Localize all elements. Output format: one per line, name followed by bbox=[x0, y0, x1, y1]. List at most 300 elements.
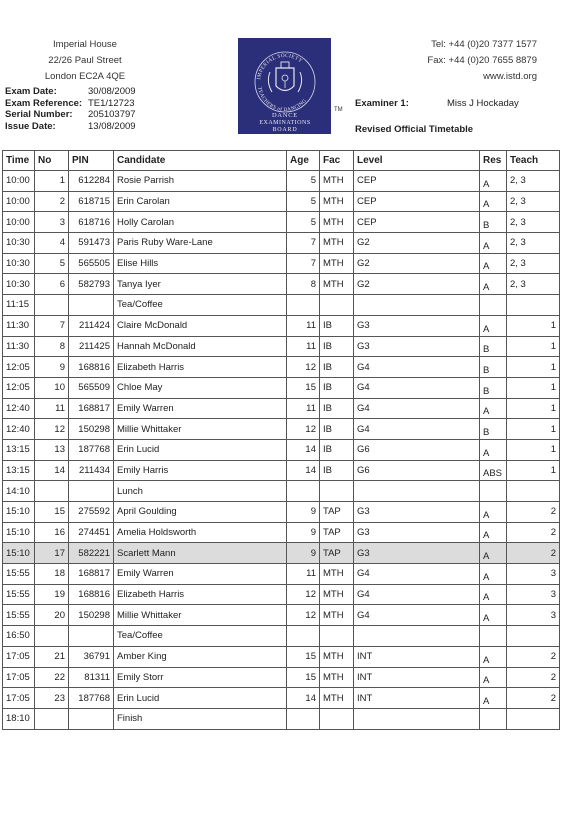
cell-fac: MTH bbox=[320, 688, 354, 709]
cell-time: 11:30 bbox=[3, 315, 35, 336]
cell-res: A bbox=[480, 605, 507, 626]
cell-candidate: Emily Harris bbox=[114, 460, 287, 481]
cell-no: 18 bbox=[35, 564, 69, 585]
cell-level: G6 bbox=[354, 439, 480, 460]
cell-no: 21 bbox=[35, 646, 69, 667]
logo-word-examinations: EXAMINATIONS bbox=[259, 120, 311, 126]
cell-res: B bbox=[480, 336, 507, 357]
cell-time: 15:55 bbox=[3, 584, 35, 605]
cell-pin: 211425 bbox=[69, 336, 114, 357]
meta-label: Issue Date: bbox=[5, 120, 56, 132]
cell-candidate: Chloe May bbox=[114, 377, 287, 398]
table-row bbox=[3, 626, 560, 647]
cell-candidate: Elizabeth Harris bbox=[114, 584, 287, 605]
table-row bbox=[3, 646, 560, 667]
cell-teach: 2, 3 bbox=[507, 212, 560, 233]
cell-time: 12:40 bbox=[3, 398, 35, 419]
cell-res: A bbox=[480, 667, 507, 688]
cell-time: 15:10 bbox=[3, 543, 35, 564]
cell-fac: IB bbox=[320, 357, 354, 378]
cell-candidate: Emily Warren bbox=[114, 398, 287, 419]
cell-level bbox=[354, 626, 480, 647]
cell-time: 11:30 bbox=[3, 336, 35, 357]
cell-level: CEP bbox=[354, 171, 480, 192]
cell-teach: 2, 3 bbox=[507, 171, 560, 192]
cell-level bbox=[354, 295, 480, 316]
cell-level: G4 bbox=[354, 398, 480, 419]
cell-no bbox=[35, 626, 69, 647]
cell-fac: MTH bbox=[320, 646, 354, 667]
cell-teach: 1 bbox=[507, 336, 560, 357]
cell-level: INT bbox=[354, 667, 480, 688]
cell-age: 15 bbox=[287, 646, 320, 667]
cell-level: G2 bbox=[354, 233, 480, 254]
cell-candidate: Finish bbox=[114, 708, 287, 729]
cell-time: 10:30 bbox=[3, 233, 35, 254]
cell-pin: 565505 bbox=[69, 253, 114, 274]
cell-teach bbox=[507, 626, 560, 647]
logo-word-board: BOARD bbox=[272, 127, 298, 133]
cell-res bbox=[480, 481, 507, 502]
cell-no: 15 bbox=[35, 502, 69, 523]
col-header-no: No bbox=[35, 151, 69, 171]
cell-pin: 36791 bbox=[69, 646, 114, 667]
cell-fac: IB bbox=[320, 315, 354, 336]
cell-pin: 582221 bbox=[69, 543, 114, 564]
cell-no: 4 bbox=[35, 233, 69, 254]
cell-level: G2 bbox=[354, 253, 480, 274]
cell-age bbox=[287, 626, 320, 647]
crest-icon bbox=[238, 38, 331, 134]
cell-teach bbox=[507, 295, 560, 316]
cell-candidate: Lunch bbox=[114, 481, 287, 502]
cell-pin: 168816 bbox=[69, 584, 114, 605]
timetable bbox=[2, 150, 560, 730]
cell-age: 11 bbox=[287, 315, 320, 336]
cell-time: 10:00 bbox=[3, 212, 35, 233]
contact-block bbox=[427, 37, 537, 85]
meta-value: 205103797 bbox=[88, 109, 136, 120]
cell-no: 3 bbox=[35, 212, 69, 233]
cell-pin: 168816 bbox=[69, 357, 114, 378]
cell-level: CEP bbox=[354, 212, 480, 233]
cell-time: 10:00 bbox=[3, 191, 35, 212]
cell-time: 18:10 bbox=[3, 708, 35, 729]
cell-pin: 274451 bbox=[69, 522, 114, 543]
cell-no: 13 bbox=[35, 439, 69, 460]
cell-pin bbox=[69, 481, 114, 502]
cell-level: G3 bbox=[354, 315, 480, 336]
table-row bbox=[3, 315, 560, 336]
table-row bbox=[3, 274, 560, 295]
cell-pin: 187768 bbox=[69, 688, 114, 709]
table-row bbox=[3, 708, 560, 729]
logo-text-bottom: TEACHERS of DANCING bbox=[256, 86, 308, 114]
cell-res bbox=[480, 295, 507, 316]
cell-res: A bbox=[480, 274, 507, 295]
cell-fac: MTH bbox=[320, 233, 354, 254]
table-row bbox=[3, 253, 560, 274]
cell-no: 7 bbox=[35, 315, 69, 336]
cell-level bbox=[354, 708, 480, 729]
cell-fac: MTH bbox=[320, 171, 354, 192]
cell-pin: 591473 bbox=[69, 233, 114, 254]
cell-teach: 2 bbox=[507, 646, 560, 667]
cell-fac bbox=[320, 481, 354, 502]
timetable-body bbox=[3, 171, 560, 730]
table-row bbox=[3, 419, 560, 440]
cell-teach: 3 bbox=[507, 605, 560, 626]
cell-age: 14 bbox=[287, 439, 320, 460]
cell-time: 12:40 bbox=[3, 419, 35, 440]
cell-res: A bbox=[480, 584, 507, 605]
cell-age: 5 bbox=[287, 171, 320, 192]
cell-pin: 612284 bbox=[69, 171, 114, 192]
table-row bbox=[3, 543, 560, 564]
cell-age bbox=[287, 708, 320, 729]
cell-age: 11 bbox=[287, 336, 320, 357]
meta-value: TE1/12723 bbox=[88, 97, 135, 109]
cell-candidate: Amber King bbox=[114, 646, 287, 667]
cell-time: 17:05 bbox=[3, 667, 35, 688]
cell-age: 8 bbox=[287, 274, 320, 295]
phone-line: Tel: +44 (0)20 7377 1577 bbox=[431, 39, 537, 50]
cell-pin: 168817 bbox=[69, 398, 114, 419]
table-row bbox=[3, 336, 560, 357]
cell-pin bbox=[69, 626, 114, 647]
cell-age: 15 bbox=[287, 377, 320, 398]
cell-pin bbox=[69, 295, 114, 316]
cell-teach: 1 bbox=[507, 419, 560, 440]
cell-level: CEP bbox=[354, 191, 480, 212]
cell-candidate: Tanya Iyer bbox=[114, 274, 287, 295]
cell-age bbox=[287, 295, 320, 316]
cell-candidate: Erin Lucid bbox=[114, 688, 287, 709]
cell-no: 5 bbox=[35, 253, 69, 274]
cell-candidate: Erin Carolan bbox=[114, 191, 287, 212]
address-block bbox=[32, 37, 138, 85]
col-header-teach: Teach bbox=[507, 151, 560, 171]
meta-value: 13/08/2009 bbox=[88, 120, 136, 132]
table-row bbox=[3, 398, 560, 419]
cell-res: B bbox=[480, 377, 507, 398]
cell-candidate: Millie Whittaker bbox=[114, 605, 287, 626]
cell-teach: 2, 3 bbox=[507, 233, 560, 254]
cell-pin: 81311 bbox=[69, 667, 114, 688]
cell-level: G3 bbox=[354, 522, 480, 543]
table-row bbox=[3, 688, 560, 709]
cell-res: A bbox=[480, 439, 507, 460]
address-line: London EC2A 4QE bbox=[44, 71, 126, 82]
meta-label: Serial Number: bbox=[5, 109, 73, 120]
cell-age: 14 bbox=[287, 460, 320, 481]
cell-no: 16 bbox=[35, 522, 69, 543]
cell-candidate: Millie Whittaker bbox=[114, 419, 287, 440]
cell-res: A bbox=[480, 522, 507, 543]
cell-no: 20 bbox=[35, 605, 69, 626]
cell-level: G3 bbox=[354, 336, 480, 357]
cell-res: B bbox=[480, 357, 507, 378]
cell-time: 14:10 bbox=[3, 481, 35, 502]
cell-res: A bbox=[480, 171, 507, 192]
logo-word-dance: DANCE bbox=[271, 112, 299, 119]
table-row bbox=[3, 212, 560, 233]
cell-age: 5 bbox=[287, 191, 320, 212]
cell-age: 12 bbox=[287, 419, 320, 440]
cell-no: 9 bbox=[35, 357, 69, 378]
cell-pin: 565509 bbox=[69, 377, 114, 398]
cell-age: 7 bbox=[287, 233, 320, 254]
cell-time: 15:55 bbox=[3, 564, 35, 585]
cell-pin: 275592 bbox=[69, 502, 114, 523]
table-row bbox=[3, 191, 560, 212]
cell-fac: MTH bbox=[320, 584, 354, 605]
cell-age: 7 bbox=[287, 253, 320, 274]
cell-level: INT bbox=[354, 646, 480, 667]
cell-time: 10:30 bbox=[3, 274, 35, 295]
cell-candidate: Hannah McDonald bbox=[114, 336, 287, 357]
cell-level: G4 bbox=[354, 377, 480, 398]
table-row bbox=[3, 502, 560, 523]
cell-pin: 618716 bbox=[69, 212, 114, 233]
cell-teach: 3 bbox=[507, 564, 560, 585]
meta-label: Exam Reference: bbox=[5, 97, 83, 109]
table-row bbox=[3, 233, 560, 254]
col-header-time: Time bbox=[3, 151, 35, 171]
cell-teach: 1 bbox=[507, 377, 560, 398]
cell-res bbox=[480, 626, 507, 647]
cell-level: INT bbox=[354, 688, 480, 709]
cell-teach: 1 bbox=[507, 398, 560, 419]
cell-pin: 187768 bbox=[69, 439, 114, 460]
cell-teach: 3 bbox=[507, 584, 560, 605]
cell-time: 16:50 bbox=[3, 626, 35, 647]
col-header-res: Res bbox=[480, 151, 507, 171]
cell-fac: MTH bbox=[320, 605, 354, 626]
cell-teach: 2 bbox=[507, 543, 560, 564]
cell-res: A bbox=[480, 253, 507, 274]
cell-time: 12:05 bbox=[3, 357, 35, 378]
cell-no: 8 bbox=[35, 336, 69, 357]
address-line: Imperial House bbox=[53, 39, 117, 50]
cell-candidate: Tea/Coffee bbox=[114, 295, 287, 316]
cell-no bbox=[35, 295, 69, 316]
cell-teach: 1 bbox=[507, 315, 560, 336]
cell-teach bbox=[507, 481, 560, 502]
cell-fac: IB bbox=[320, 377, 354, 398]
cell-no: 11 bbox=[35, 398, 69, 419]
cell-level: G4 bbox=[354, 605, 480, 626]
cell-res: A bbox=[480, 315, 507, 336]
cell-no bbox=[35, 481, 69, 502]
cell-pin: 618715 bbox=[69, 191, 114, 212]
cell-age: 15 bbox=[287, 667, 320, 688]
cell-fac: IB bbox=[320, 419, 354, 440]
cell-pin: 211434 bbox=[69, 460, 114, 481]
col-header-pin: PIN bbox=[69, 151, 114, 171]
cell-candidate: Amelia Holdsworth bbox=[114, 522, 287, 543]
logo-text-top: IMPERIAL SOCIETY bbox=[256, 52, 304, 81]
table-row bbox=[3, 439, 560, 460]
table-row bbox=[3, 295, 560, 316]
cell-candidate: Paris Ruby Ware-Lane bbox=[114, 233, 287, 254]
cell-fac: TAP bbox=[320, 522, 354, 543]
cell-fac: IB bbox=[320, 336, 354, 357]
cell-fac bbox=[320, 708, 354, 729]
cell-no: 17 bbox=[35, 543, 69, 564]
cell-res bbox=[480, 708, 507, 729]
cell-time: 10:00 bbox=[3, 171, 35, 192]
table-row bbox=[3, 171, 560, 192]
cell-time: 17:05 bbox=[3, 688, 35, 709]
table-header-row bbox=[3, 151, 560, 171]
cell-fac: MTH bbox=[320, 212, 354, 233]
cell-level bbox=[354, 481, 480, 502]
cell-res: B bbox=[480, 419, 507, 440]
cell-fac bbox=[320, 295, 354, 316]
istd-logo bbox=[238, 38, 331, 134]
cell-candidate: Scarlett Mann bbox=[114, 543, 287, 564]
cell-res: A bbox=[480, 191, 507, 212]
cell-res: A bbox=[480, 543, 507, 564]
cell-age: 12 bbox=[287, 357, 320, 378]
col-header-age: Age bbox=[287, 151, 320, 171]
website-line: www.istd.org bbox=[483, 71, 537, 82]
cell-age: 12 bbox=[287, 605, 320, 626]
cell-time: 13:15 bbox=[3, 439, 35, 460]
cell-age: 11 bbox=[287, 398, 320, 419]
cell-teach: 1 bbox=[507, 439, 560, 460]
cell-res: A bbox=[480, 688, 507, 709]
cell-no: 14 bbox=[35, 460, 69, 481]
cell-res: A bbox=[480, 564, 507, 585]
cell-level: G6 bbox=[354, 460, 480, 481]
cell-fac: MTH bbox=[320, 564, 354, 585]
cell-time: 15:10 bbox=[3, 502, 35, 523]
cell-age: 12 bbox=[287, 584, 320, 605]
cell-fac: MTH bbox=[320, 667, 354, 688]
cell-candidate: Rosie Parrish bbox=[114, 171, 287, 192]
cell-candidate: Erin Lucid bbox=[114, 439, 287, 460]
cell-level: G3 bbox=[354, 502, 480, 523]
cell-teach: 1 bbox=[507, 460, 560, 481]
cell-candidate: Emily Warren bbox=[114, 564, 287, 585]
cell-age: 9 bbox=[287, 543, 320, 564]
table-row bbox=[3, 584, 560, 605]
cell-teach: 2 bbox=[507, 522, 560, 543]
address-line: 22/26 Paul Street bbox=[48, 55, 122, 66]
cell-fac: IB bbox=[320, 460, 354, 481]
cell-res: A bbox=[480, 502, 507, 523]
exam-meta bbox=[5, 86, 136, 132]
meta-value: 30/08/2009 bbox=[88, 86, 136, 97]
cell-level: G3 bbox=[354, 543, 480, 564]
col-header-candidate: Candidate bbox=[114, 151, 287, 171]
cell-time: 13:15 bbox=[3, 460, 35, 481]
cell-candidate: Elizabeth Harris bbox=[114, 357, 287, 378]
cell-teach: 2, 3 bbox=[507, 274, 560, 295]
cell-pin: 211424 bbox=[69, 315, 114, 336]
cell-teach: 2, 3 bbox=[507, 253, 560, 274]
cell-res: B bbox=[480, 212, 507, 233]
table-row bbox=[3, 357, 560, 378]
cell-teach: 2 bbox=[507, 667, 560, 688]
cell-age bbox=[287, 481, 320, 502]
table-row bbox=[3, 460, 560, 481]
cell-age: 5 bbox=[287, 212, 320, 233]
examiner-label: Examiner 1: bbox=[355, 98, 409, 109]
cell-age: 9 bbox=[287, 502, 320, 523]
cell-fac: TAP bbox=[320, 543, 354, 564]
cell-age: 11 bbox=[287, 564, 320, 585]
cell-age: 9 bbox=[287, 522, 320, 543]
cell-time: 15:55 bbox=[3, 605, 35, 626]
cell-pin bbox=[69, 708, 114, 729]
cell-res: A bbox=[480, 646, 507, 667]
cell-fac bbox=[320, 626, 354, 647]
table-row bbox=[3, 605, 560, 626]
col-header-level: Level bbox=[354, 151, 480, 171]
cell-candidate: Tea/Coffee bbox=[114, 626, 287, 647]
cell-pin: 582793 bbox=[69, 274, 114, 295]
cell-res: ABS bbox=[480, 460, 507, 481]
cell-teach: 2 bbox=[507, 502, 560, 523]
cell-level: G4 bbox=[354, 357, 480, 378]
table-row bbox=[3, 667, 560, 688]
cell-teach bbox=[507, 708, 560, 729]
cell-pin: 150298 bbox=[69, 419, 114, 440]
cell-level: G2 bbox=[354, 274, 480, 295]
cell-teach: 2 bbox=[507, 688, 560, 709]
cell-teach: 2, 3 bbox=[507, 191, 560, 212]
cell-no: 1 bbox=[35, 171, 69, 192]
trademark-mark: TM bbox=[334, 107, 343, 113]
table-row bbox=[3, 481, 560, 502]
cell-no: 10 bbox=[35, 377, 69, 398]
cell-candidate: Claire McDonald bbox=[114, 315, 287, 336]
cell-level: G4 bbox=[354, 584, 480, 605]
cell-candidate: April Goulding bbox=[114, 502, 287, 523]
table-row bbox=[3, 377, 560, 398]
cell-res: A bbox=[480, 233, 507, 254]
meta-label: Exam Date: bbox=[5, 86, 57, 97]
cell-time: 12:05 bbox=[3, 377, 35, 398]
cell-age: 14 bbox=[287, 688, 320, 709]
cell-no: 23 bbox=[35, 688, 69, 709]
cell-level: G4 bbox=[354, 419, 480, 440]
cell-fac: IB bbox=[320, 398, 354, 419]
cell-teach: 1 bbox=[507, 357, 560, 378]
table-row bbox=[3, 522, 560, 543]
cell-fac: MTH bbox=[320, 191, 354, 212]
cell-time: 11:15 bbox=[3, 295, 35, 316]
cell-no: 6 bbox=[35, 274, 69, 295]
cell-candidate: Elise Hills bbox=[114, 253, 287, 274]
cell-pin: 150298 bbox=[69, 605, 114, 626]
fax-line: Fax: +44 (0)20 7655 8879 bbox=[427, 55, 537, 66]
cell-res: A bbox=[480, 398, 507, 419]
table-row bbox=[3, 564, 560, 585]
cell-candidate: Emily Storr bbox=[114, 667, 287, 688]
cell-fac: MTH bbox=[320, 253, 354, 274]
timetable-title: Revised Official Timetable bbox=[355, 124, 474, 135]
examiner-name: Miss J Hockaday bbox=[447, 98, 519, 109]
cell-no: 2 bbox=[35, 191, 69, 212]
cell-pin: 168817 bbox=[69, 564, 114, 585]
cell-time: 10:30 bbox=[3, 253, 35, 274]
cell-no: 19 bbox=[35, 584, 69, 605]
cell-fac: MTH bbox=[320, 274, 354, 295]
